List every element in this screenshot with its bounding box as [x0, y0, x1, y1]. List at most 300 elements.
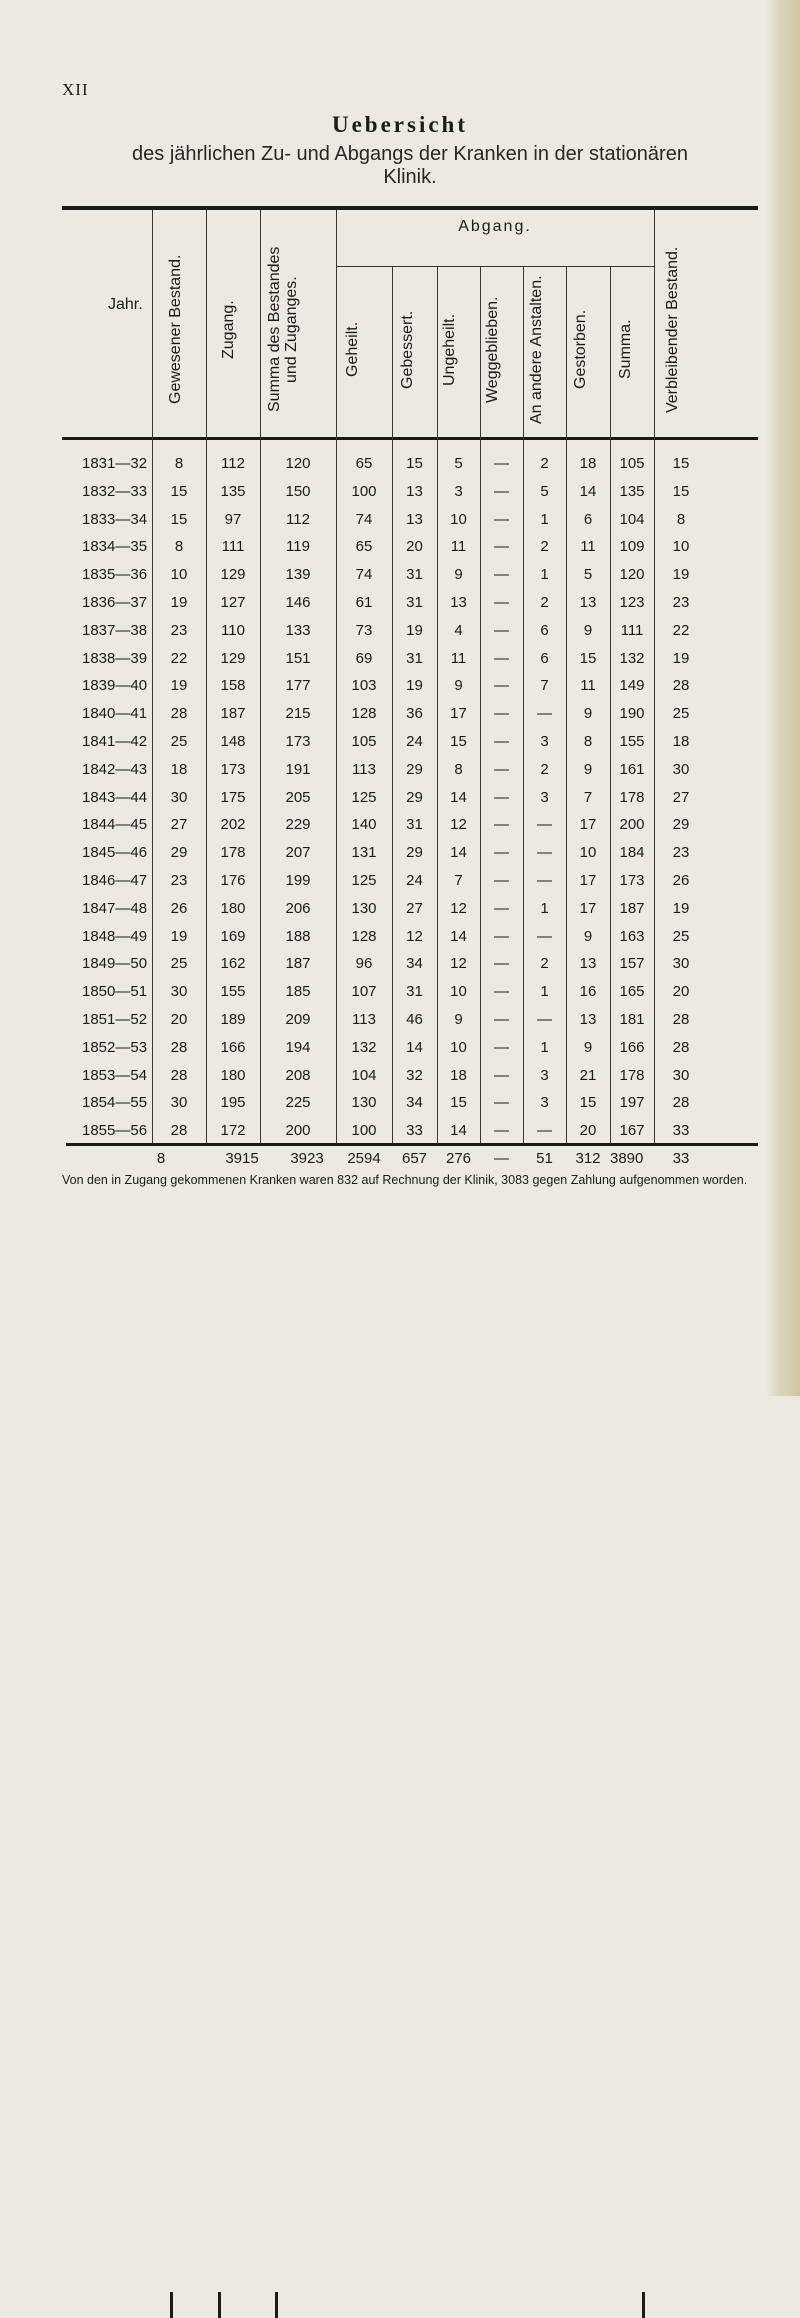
cell-ungeheilt: 12 [450, 816, 467, 834]
cell-ungeheilt: 3 [454, 482, 463, 500]
cell-jahr: 1845—46 [82, 844, 148, 862]
cell-weggeblieben: — [494, 621, 509, 639]
cell-summa-bestand-zugang: 200 [285, 1122, 311, 1140]
cell-geheilt: 131 [351, 844, 377, 862]
cell-summa-bestand-zugang: 150 [285, 482, 311, 500]
cell-summa: 165 [619, 983, 645, 1001]
cell-geheilt: 100 [351, 1122, 377, 1140]
cell-summa-bestand-zugang: 208 [285, 1066, 311, 1084]
table-row [0, 560, 800, 590]
cell-geheilt: 100 [351, 482, 377, 500]
cell-gestorben: 13 [579, 594, 597, 611]
cell-summa: 163 [619, 927, 645, 945]
cell-gebessert: 46 [406, 1011, 423, 1028]
cell-jahr: 1848—49 [82, 927, 148, 945]
cell-gewesener-bestand: 18 [170, 760, 188, 778]
cell-gestorben: 15 [579, 649, 597, 667]
cell-gestorben: 15 [579, 1094, 597, 1112]
cell-summa-bestand-zugang: 205 [285, 788, 311, 806]
table-row [0, 671, 800, 701]
cell-ungeheilt: 12 [450, 899, 467, 917]
cell-summa: 197 [619, 1094, 645, 1112]
cell-geheilt: 128 [351, 927, 377, 945]
cell-zugang: 162 [220, 955, 246, 973]
cell-jahr: 1836—37 [82, 594, 148, 611]
cell-gebessert: 34 [406, 955, 423, 973]
cell-an-andere-anstalten: — [537, 705, 552, 723]
cell-ungeheilt: 14 [450, 1122, 467, 1140]
cell-jahr: 1847—48 [82, 899, 148, 917]
cell-verbleibender-bestand: 27 [672, 788, 690, 806]
cell-weggeblieben: — [494, 566, 509, 584]
header-gestorben: Gestorben. [572, 309, 589, 390]
table-row [0, 505, 800, 535]
cell-verbleibender-bestand: 18 [672, 733, 690, 750]
cell-zugang: 110 [221, 621, 245, 639]
table-row [0, 449, 800, 479]
cell-zugang: 112 [221, 455, 245, 472]
cell-summa: 187 [619, 899, 645, 917]
cell-an-andere-anstalten: 1 [540, 510, 549, 528]
cell-jahr: 1853—54 [82, 1066, 148, 1084]
table-row [0, 1005, 800, 1035]
table-row [0, 588, 800, 618]
cell-ungeheilt: 4 [454, 621, 463, 639]
cell-geheilt: 103 [351, 677, 377, 695]
cell-zugang: 180 [220, 1066, 246, 1084]
table-row [0, 1116, 800, 1146]
cell-ungeheilt: 10 [450, 510, 467, 528]
cell-jahr: 1835—36 [82, 566, 148, 584]
table-row [0, 1033, 800, 1063]
cell-ungeheilt: 8 [454, 760, 463, 778]
header-an-andere-anstalten: An andere Anstalten. [528, 275, 545, 424]
table-row [0, 949, 800, 979]
cell-verbleibender-bestand: 25 [672, 927, 690, 945]
cell-weggeblieben: — [494, 733, 509, 750]
cell-gewesener-bestand: 30 [170, 983, 188, 1001]
cell-verbleibender-bestand: 8 [676, 510, 686, 528]
cell-geheilt: 132 [351, 1038, 377, 1056]
cell-gewesener-bestand: 30 [170, 1094, 188, 1112]
cell-summa: 149 [619, 677, 645, 695]
cell-an-andere-anstalten: 2 [540, 594, 549, 611]
cell-summa: 109 [619, 538, 645, 556]
header-gewesener-bestand: Gewesener Bestand. [167, 254, 184, 405]
totals-row [0, 1146, 800, 1176]
cell-summa-bestand-zugang: 206 [285, 899, 311, 917]
cell-summa-bestand-zugang: 119 [286, 538, 310, 556]
cell-verbleibender-bestand: 28 [672, 1038, 690, 1056]
cell-summa: 135 [619, 482, 645, 500]
header-jahr: Jahr. [108, 296, 143, 313]
cell-summa-bestand-zugang: 229 [285, 816, 311, 834]
cell-zugang: 202 [220, 816, 246, 834]
cell-weggeblieben: — [494, 1066, 509, 1084]
cell-jahr: 1850—51 [82, 983, 148, 1001]
cell-jahr: 1846—47 [82, 872, 148, 889]
cell-ungeheilt: 15 [450, 1094, 467, 1112]
cell-geheilt: 65 [355, 455, 373, 472]
cell-ungeheilt: 9 [454, 677, 463, 695]
cell-summa: 167 [619, 1122, 645, 1140]
cell-verbleibender-bestand: 30 [672, 760, 690, 778]
cell-an-andere-anstalten: 3 [540, 1066, 549, 1084]
cell-verbleibender-bestand: 23 [672, 844, 690, 862]
cell-gewesener-bestand: 10 [170, 566, 188, 584]
cell-gewesener-bestand: 23 [170, 621, 188, 639]
cell-geheilt: 74 [355, 510, 373, 528]
cell-geheilt: 113 [352, 1011, 376, 1028]
cell-an-andere-anstalten: — [537, 927, 552, 945]
cell-weggeblieben: — [494, 538, 509, 556]
cell-verbleibender-bestand: 23 [672, 594, 690, 611]
footnote: Von den in Zugang gekommenen Kranken waren 832 auf Rechnung der Klinik, 3083 gegen Zahlung aufgenommen worden. [62, 1173, 748, 1187]
cell-gebessert: 19 [406, 677, 423, 695]
cell-weggeblieben: — [494, 1122, 509, 1140]
cell-an-andere-anstalten: 7 [540, 677, 549, 695]
total-summa-bestand-zugang: 3923 [290, 1150, 324, 1167]
cell-an-andere-anstalten: 3 [540, 788, 549, 806]
cell-gestorben: 11 [580, 677, 596, 695]
cell-jahr: 1855—56 [82, 1122, 148, 1140]
cell-jahr: 1842—43 [82, 760, 148, 778]
cell-verbleibender-bestand: 15 [672, 482, 690, 500]
cell-summa-bestand-zugang: 188 [285, 927, 311, 945]
cell-gewesener-bestand: 28 [170, 705, 188, 723]
cell-verbleibender-bestand: 29 [672, 816, 690, 834]
cell-gewesener-bestand: 26 [170, 899, 188, 917]
cell-summa: 111 [620, 621, 644, 639]
cell-weggeblieben: — [494, 983, 509, 1001]
cell-ungeheilt: 10 [450, 983, 467, 1001]
cell-ungeheilt: 9 [454, 566, 463, 584]
cell-gewesener-bestand: 25 [170, 955, 188, 973]
cell-gebessert: 14 [406, 1038, 423, 1056]
cell-gewesener-bestand: 20 [170, 1011, 188, 1028]
cell-gebessert: 31 [406, 566, 423, 584]
cell-an-andere-anstalten: 6 [540, 649, 549, 667]
cell-an-andere-anstalten: 2 [540, 955, 549, 973]
cell-verbleibender-bestand: 20 [672, 983, 690, 1001]
cell-gewesener-bestand: 25 [170, 733, 188, 750]
page-number: XII [62, 80, 89, 99]
cell-zugang: 155 [220, 983, 246, 1001]
cell-summa-bestand-zugang: 207 [285, 844, 311, 862]
cell-gestorben: 9 [583, 1038, 593, 1056]
cell-weggeblieben: — [494, 955, 509, 973]
cell-verbleibender-bestand: 19 [672, 899, 690, 917]
cell-geheilt: 125 [351, 788, 377, 806]
cell-geheilt: 73 [355, 621, 373, 639]
cell-gebessert: 31 [406, 983, 423, 1001]
cell-verbleibender-bestand: 28 [672, 677, 690, 695]
cell-zugang: 187 [220, 705, 246, 723]
table-row [0, 477, 800, 507]
total-geheilt: 2594 [347, 1150, 381, 1167]
cell-gewesener-bestand: 19 [170, 677, 188, 695]
header-verbleibender-bestand: Verbleibender Bestand. [664, 246, 681, 413]
cell-zugang: 158 [220, 677, 246, 695]
cell-verbleibender-bestand: 10 [672, 538, 690, 556]
cell-geheilt: 107 [351, 983, 377, 1001]
table-row [0, 727, 800, 757]
totals-divider [170, 2292, 173, 2318]
cell-an-andere-anstalten: 3 [540, 733, 549, 750]
cell-gewesener-bestand: 8 [174, 538, 184, 556]
cell-ungeheilt: 10 [450, 1038, 467, 1056]
cell-weggeblieben: — [494, 788, 509, 806]
header-zugang: Zugang. [220, 300, 237, 359]
cell-summa-bestand-zugang: 177 [285, 677, 311, 695]
cell-summa-bestand-zugang: 225 [285, 1094, 311, 1112]
cell-gewesener-bestand: 28 [170, 1038, 188, 1056]
cell-jahr: 1851—52 [82, 1011, 148, 1028]
cell-gestorben: 18 [579, 455, 597, 472]
cell-gewesener-bestand: 29 [170, 844, 188, 862]
table-row [0, 1088, 800, 1118]
cell-zugang: 176 [220, 872, 246, 889]
cell-ungeheilt: 7 [454, 872, 463, 889]
cell-summa: 184 [619, 844, 645, 862]
cell-gestorben: 11 [580, 538, 596, 556]
cell-weggeblieben: — [494, 455, 509, 472]
cell-zugang: 180 [220, 899, 246, 917]
cell-summa-bestand-zugang: 151 [285, 649, 311, 667]
cell-geheilt: 128 [351, 705, 377, 723]
table-row [0, 532, 800, 562]
cell-geheilt: 69 [355, 649, 373, 667]
cell-gestorben: 13 [579, 1011, 597, 1028]
table-row [0, 644, 800, 674]
cell-geheilt: 130 [351, 899, 377, 917]
cell-gebessert: 36 [406, 705, 423, 723]
abgang-divider [336, 266, 654, 267]
cell-weggeblieben: — [494, 677, 509, 695]
cell-gebessert: 13 [406, 482, 423, 500]
cell-gestorben: 7 [583, 788, 593, 806]
total-weggeblieben: — [494, 1150, 509, 1167]
cell-gewesener-bestand: 15 [170, 482, 188, 500]
cell-jahr: 1837—38 [82, 621, 148, 639]
cell-gebessert: 34 [406, 1094, 423, 1112]
total-gewesener-bestand: 8 [156, 1150, 166, 1167]
total-gestorben: 312 [575, 1150, 601, 1167]
cell-summa-bestand-zugang: 139 [285, 566, 311, 584]
cell-zugang: 97 [224, 510, 242, 528]
page-subtitle [60, 143, 760, 189]
cell-weggeblieben: — [494, 510, 509, 528]
cell-gebessert: 32 [406, 1066, 423, 1084]
cell-an-andere-anstalten: — [537, 1122, 552, 1140]
cell-ungeheilt: 11 [450, 538, 467, 556]
table-row [0, 866, 800, 896]
table-row [0, 810, 800, 840]
cell-gewesener-bestand: 28 [170, 1066, 188, 1084]
cell-verbleibender-bestand: 25 [672, 705, 690, 723]
table-row [0, 977, 800, 1007]
cell-zugang: 166 [220, 1038, 246, 1056]
cell-jahr: 1839—40 [82, 677, 148, 695]
cell-geheilt: 61 [355, 594, 373, 611]
cell-gestorben: 9 [583, 760, 593, 778]
totals-divider [642, 2292, 645, 2318]
page-title: Uebersicht [331, 112, 469, 137]
cell-jahr: 1849—50 [82, 955, 148, 973]
cell-gestorben: 17 [579, 872, 597, 889]
cell-gestorben: 17 [579, 816, 597, 834]
cell-gebessert: 20 [406, 538, 423, 556]
cell-weggeblieben: — [494, 705, 509, 723]
cell-zugang: 129 [220, 649, 246, 667]
cell-ungeheilt: 17 [450, 705, 467, 723]
cell-zugang: 175 [220, 788, 246, 806]
cell-ungeheilt: 14 [450, 844, 467, 862]
cell-summa: 178 [619, 1066, 645, 1084]
cell-gestorben: 8 [583, 733, 593, 750]
header-summa: Summa. [617, 319, 634, 380]
cell-summa-bestand-zugang: 199 [285, 872, 311, 889]
cell-weggeblieben: — [494, 594, 509, 611]
cell-zugang: 148 [220, 733, 246, 750]
cell-summa: 120 [619, 566, 645, 584]
cell-geheilt: 125 [351, 872, 377, 889]
cell-gestorben: 20 [579, 1122, 597, 1140]
cell-geheilt: 105 [351, 733, 377, 750]
cell-gebessert: 31 [406, 594, 423, 611]
cell-gewesener-bestand: 23 [170, 872, 188, 889]
cell-jahr: 1854—55 [82, 1094, 148, 1112]
cell-jahr: 1832—33 [82, 482, 148, 500]
cell-gebessert: 24 [406, 872, 423, 889]
cell-gewesener-bestand: 8 [174, 455, 184, 472]
cell-summa-bestand-zugang: 133 [285, 621, 311, 639]
cell-gewesener-bestand: 19 [170, 927, 188, 945]
table-row [0, 838, 800, 868]
cell-verbleibender-bestand: 19 [672, 566, 690, 584]
cell-jahr: 1844—45 [82, 816, 148, 834]
header-summa-bestand-zugang: Summa des Bestandes und Zuganges. [266, 246, 300, 413]
cell-geheilt: 104 [351, 1066, 377, 1084]
cell-verbleibender-bestand: 33 [672, 1122, 690, 1140]
cell-jahr: 1841—42 [82, 733, 148, 750]
total-gebessert: 657 [401, 1150, 428, 1167]
cell-summa-bestand-zugang: 173 [285, 733, 311, 750]
cell-gebessert: 33 [406, 1122, 423, 1140]
total-summa: 3890 [610, 1150, 644, 1167]
cell-verbleibender-bestand: 15 [672, 455, 690, 472]
cell-ungeheilt: 9 [454, 1011, 463, 1028]
cell-summa: 181 [619, 1011, 645, 1028]
cell-summa: 155 [619, 733, 645, 750]
table-row [0, 922, 800, 952]
cell-verbleibender-bestand: 30 [672, 955, 690, 973]
cell-an-andere-anstalten: — [537, 872, 552, 889]
cell-verbleibender-bestand: 22 [672, 621, 690, 639]
subtitle-line-1: des jährlichen Zu- und Abgangs der Kranken in der stationären [132, 143, 688, 165]
table-row [0, 699, 800, 729]
cell-summa: 200 [619, 816, 645, 834]
cell-jahr: 1833—34 [82, 510, 148, 528]
cell-weggeblieben: — [494, 1094, 509, 1112]
table-row [0, 894, 800, 924]
cell-gebessert: 15 [406, 455, 423, 472]
cell-ungeheilt: 12 [450, 955, 467, 973]
cell-jahr: 1852—53 [82, 1038, 148, 1056]
total-zugang: 3915 [225, 1150, 259, 1167]
cell-gebessert: 31 [406, 649, 423, 667]
cell-gestorben: 6 [583, 510, 593, 528]
cell-summa: 104 [619, 510, 645, 528]
cell-an-andere-anstalten: 3 [540, 1094, 549, 1112]
cell-an-andere-anstalten: 1 [540, 1038, 549, 1056]
cell-summa: 105 [619, 455, 645, 472]
cell-jahr: 1838—39 [82, 649, 148, 667]
header-geheilt: Geheilt. [344, 321, 361, 378]
cell-an-andere-anstalten: 2 [540, 760, 549, 778]
cell-summa: 161 [619, 760, 645, 778]
total-verbleibender-bestand: 33 [672, 1150, 690, 1167]
cell-jahr: 1834—35 [82, 538, 148, 556]
cell-jahr: 1843—44 [82, 788, 148, 806]
cell-an-andere-anstalten: 5 [540, 482, 549, 500]
cell-gestorben: 9 [583, 621, 593, 639]
total-ungeheilt: 276 [445, 1150, 472, 1167]
cell-gestorben: 10 [579, 844, 597, 862]
cell-ungeheilt: 11 [450, 649, 467, 667]
cell-zugang: 169 [220, 927, 246, 945]
totals-divider [218, 2292, 221, 2318]
cell-zugang: 172 [220, 1122, 246, 1140]
cell-weggeblieben: — [494, 649, 509, 667]
cell-gebessert: 27 [406, 899, 423, 917]
cell-gestorben: 14 [579, 482, 597, 500]
cell-an-andere-anstalten: — [537, 1011, 552, 1028]
cell-ungeheilt: 14 [450, 788, 467, 806]
cell-gebessert: 31 [406, 816, 423, 834]
cell-summa-bestand-zugang: 185 [285, 983, 311, 1001]
cell-summa-bestand-zugang: 112 [286, 510, 310, 528]
cell-zugang: 129 [220, 566, 246, 584]
cell-an-andere-anstalten: — [537, 816, 552, 834]
cell-gestorben: 5 [583, 566, 593, 584]
cell-geheilt: 74 [355, 566, 373, 584]
cell-weggeblieben: — [494, 760, 509, 778]
cell-summa: 132 [619, 649, 645, 667]
table-row [0, 755, 800, 785]
cell-zugang: 135 [220, 482, 246, 500]
cell-gestorben: 9 [583, 705, 593, 723]
cell-summa-bestand-zugang: 187 [285, 955, 311, 973]
cell-geheilt: 140 [351, 816, 377, 834]
cell-an-andere-anstalten: 1 [540, 899, 549, 917]
cell-gebessert: 29 [406, 760, 423, 778]
cell-jahr: 1840—41 [82, 705, 148, 723]
totals-divider [275, 2292, 278, 2318]
cell-weggeblieben: — [494, 844, 509, 862]
cell-jahr: 1831—32 [82, 455, 148, 472]
cell-summa-bestand-zugang: 194 [285, 1038, 311, 1056]
total-an-andere-anstalten: 51 [536, 1150, 553, 1167]
cell-gewesener-bestand: 15 [170, 510, 188, 528]
cell-gebessert: 19 [406, 621, 423, 639]
cell-gestorben: 13 [579, 955, 597, 973]
cell-weggeblieben: — [494, 816, 509, 834]
cell-zugang: 195 [220, 1094, 246, 1112]
cell-an-andere-anstalten: 1 [540, 983, 549, 1001]
cell-summa-bestand-zugang: 191 [285, 760, 311, 778]
cell-gewesener-bestand: 19 [170, 594, 188, 611]
